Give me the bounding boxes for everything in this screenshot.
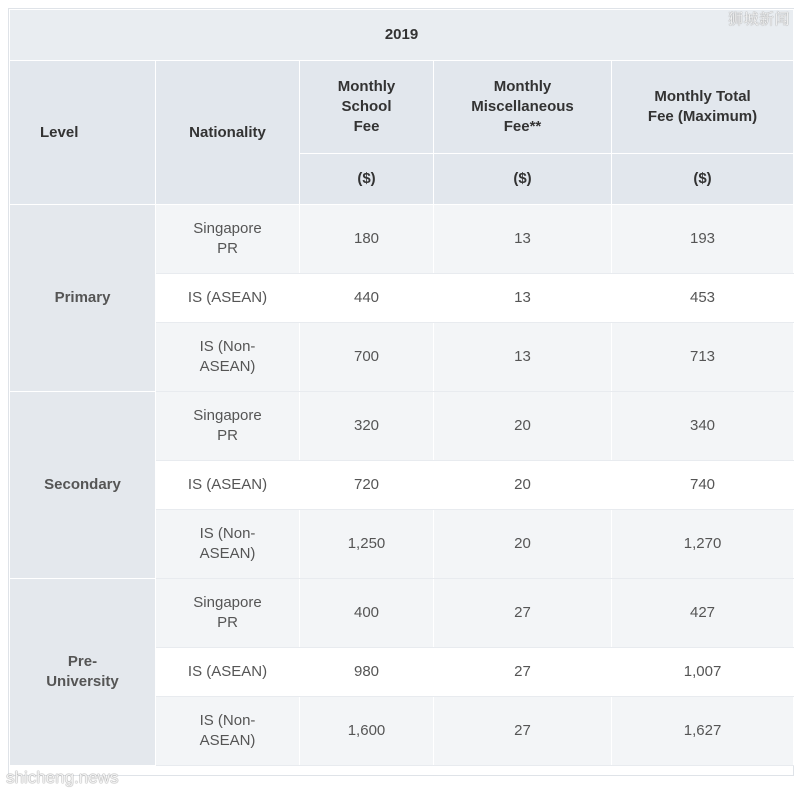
total-fee-cell: 1,270 xyxy=(612,510,794,579)
school-fee-cell: 1,600 xyxy=(300,697,434,766)
total-fee-cell: 740 xyxy=(612,461,794,510)
school-fee-cell: 720 xyxy=(300,461,434,510)
unit-label: ($) xyxy=(434,154,612,205)
level-cell: Primary xyxy=(10,205,156,392)
misc-fee-cell: 20 xyxy=(434,392,612,461)
misc-fee-cell: 20 xyxy=(434,510,612,579)
nationality-cell: IS (Non-ASEAN) xyxy=(156,323,300,392)
school-fee-cell: 1,250 xyxy=(300,510,434,579)
misc-fee-cell: 27 xyxy=(434,697,612,766)
school-fee-cell: 400 xyxy=(300,579,434,648)
table-row xyxy=(10,205,794,274)
column-header-school-fee: Monthly School Fee xyxy=(300,61,434,154)
column-header-level: Level xyxy=(10,61,156,205)
nationality-cell: Singapore PR xyxy=(156,205,300,274)
total-fee-cell: 427 xyxy=(612,579,794,648)
nationality-cell: IS (Non-ASEAN) xyxy=(156,510,300,579)
column-header-misc-fee: Monthly Miscellaneous Fee** xyxy=(434,61,612,154)
misc-fee-cell: 13 xyxy=(434,323,612,392)
school-fee-cell: 320 xyxy=(300,392,434,461)
nationality-cell: IS (ASEAN) xyxy=(156,461,300,510)
school-fee-cell: 700 xyxy=(300,323,434,392)
total-fee-cell: 1,007 xyxy=(612,648,794,697)
level-cell: Secondary xyxy=(10,392,156,579)
unit-label: ($) xyxy=(612,154,794,205)
watermark-bottom-left: shicheng.news xyxy=(6,768,119,787)
nationality-cell: Singapore PR xyxy=(156,579,300,648)
table-row xyxy=(10,579,794,648)
total-fee-cell: 193 xyxy=(612,205,794,274)
misc-fee-cell: 27 xyxy=(434,648,612,697)
unit-label: ($) xyxy=(300,154,434,205)
column-header-nationality: Nationality xyxy=(156,61,300,205)
table-row xyxy=(10,392,794,461)
watermark-top-right: 狮城新闻 xyxy=(727,11,790,28)
total-fee-cell: 1,627 xyxy=(612,697,794,766)
misc-fee-cell: 13 xyxy=(434,205,612,274)
school-fee-cell: 180 xyxy=(300,205,434,274)
nationality-cell: Singapore PR xyxy=(156,392,300,461)
school-fee-cell: 440 xyxy=(300,274,434,323)
total-fee-cell: 453 xyxy=(612,274,794,323)
fees-table xyxy=(9,9,794,766)
school-fee-cell: 980 xyxy=(300,648,434,697)
nationality-cell: IS (Non-ASEAN) xyxy=(156,697,300,766)
total-fee-cell: 340 xyxy=(612,392,794,461)
column-header-total-fee: Monthly Total Fee (Maximum) xyxy=(612,61,794,154)
misc-fee-cell: 20 xyxy=(434,461,612,510)
nationality-cell: IS (ASEAN) xyxy=(156,274,300,323)
nationality-cell: IS (ASEAN) xyxy=(156,648,300,697)
year-header: 2019 xyxy=(10,10,794,61)
misc-fee-cell: 27 xyxy=(434,579,612,648)
level-cell: Pre-University xyxy=(10,579,156,766)
misc-fee-cell: 13 xyxy=(434,274,612,323)
total-fee-cell: 713 xyxy=(612,323,794,392)
